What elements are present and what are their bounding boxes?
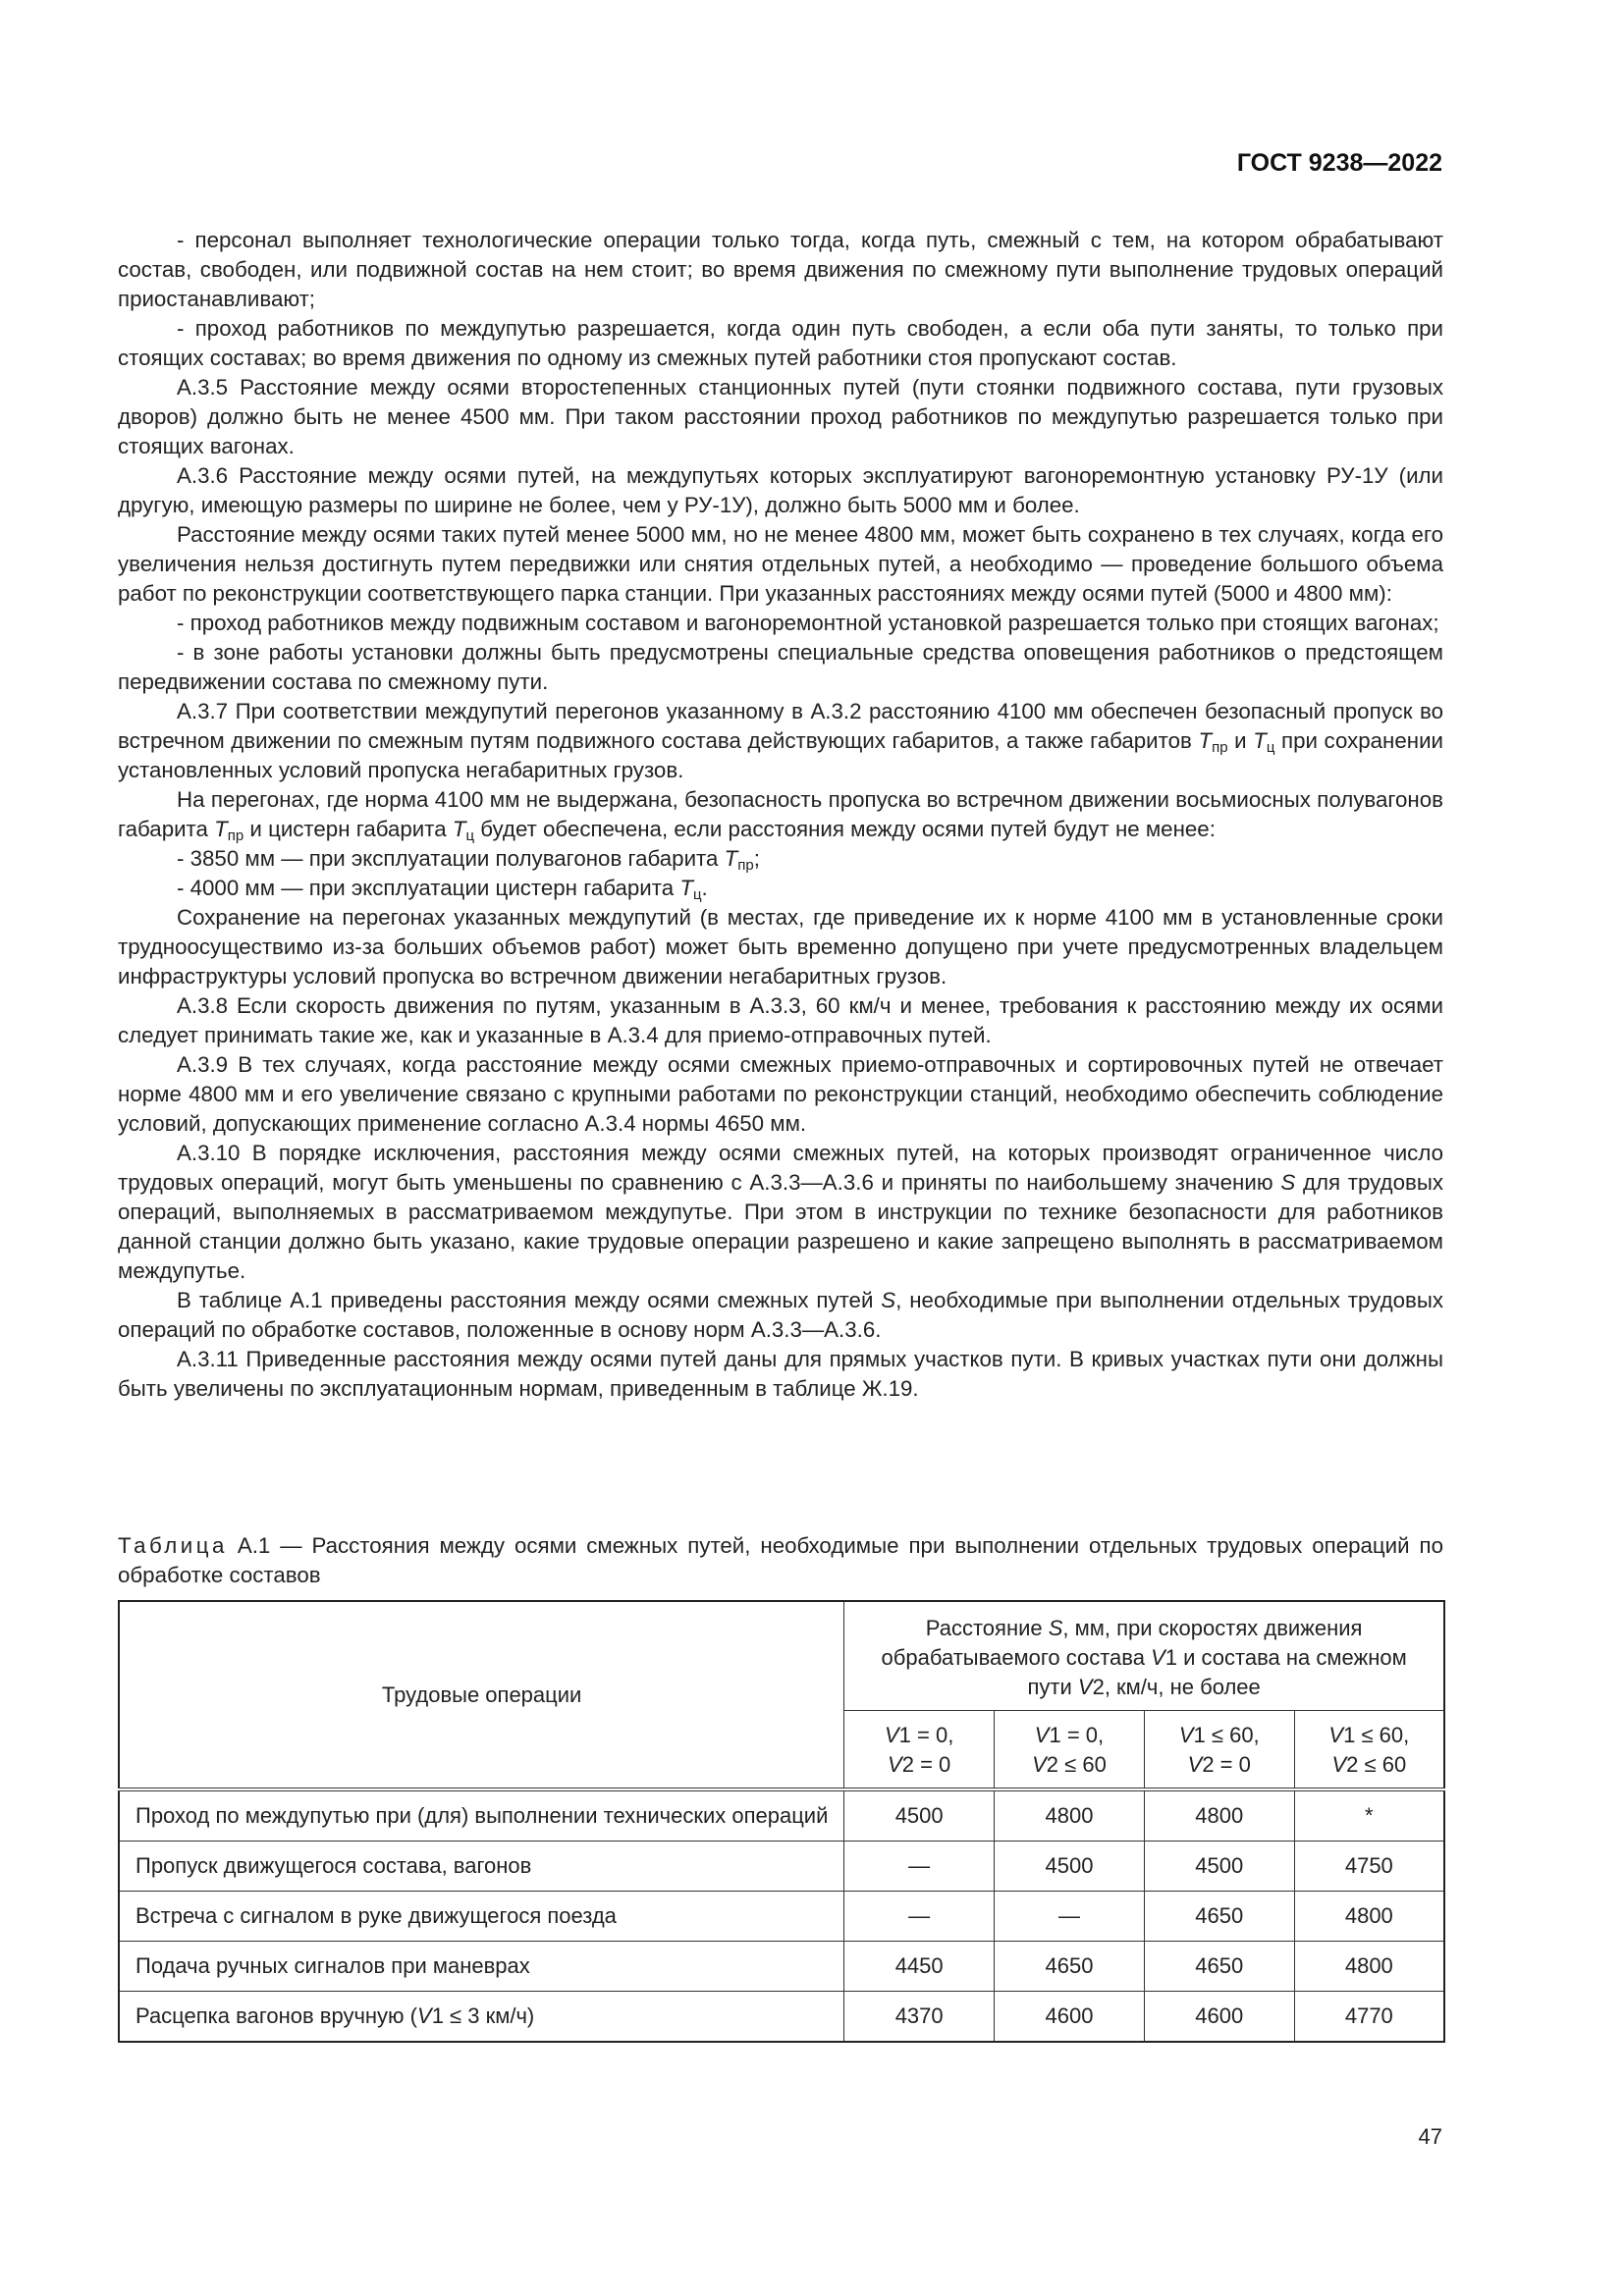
distance-value: 4800 [995, 1789, 1145, 1842]
distance-value: 4370 [844, 1992, 995, 2043]
column-header-speed: V1 ≤ 60, V2 ≤ 60 [1294, 1711, 1444, 1790]
distance-value: 4600 [1144, 1992, 1294, 2043]
paragraph: А.3.7 При соответствии междупутий перегонов указанному в А.3.2 расстоянию 4100 мм обеспечен безопасный пропуск во встречном движении по смежным путям подвижного состава действующих габаритов, а также габаритов $T_{пр}$ и $T_ц$ при сохранении установленных условий пропуска негабаритных грузов. [118, 699, 1443, 782]
operations-table [118, 1600, 1445, 2043]
column-header-distance: Расстояние S, мм, при скоростях движения обрабатываемого состава V1 и состава на смежном пути V2, км/ч, не более [844, 1601, 1444, 1711]
paragraph: В таблице А.1 приведены расстояния между осями смежных путей S, необходимые при выполнении отдельных трудовых операций по обработке составов, положенные в основу норм А.3.3—А.3.6. [118, 1288, 1443, 1342]
operation-name: Подача ручных сигналов при маневрах [119, 1942, 844, 1992]
paragraph: А.3.10 В порядке исключения, расстояния между осями смежных путей, на которых производят ограниченное число трудовых операций, могут быть уменьшены по сравнению с А.3.3—А.3.6 и приняты по наибольшему значению S для трудовых операций, выполняемых в рассматриваемом междупутье. При этом в инструкции по технике безопасности для работников данной станции должно быть указано, какие трудовые операции разрешено и какие запрещено выполнять в рассматриваемом междупутье. [118, 1141, 1443, 1283]
distance-value: 4650 [995, 1942, 1145, 1992]
table-caption [118, 1531, 1443, 1590]
paragraph: - 3850 мм — при эксплуатации полувагонов габарита $T_{пр}$; [177, 846, 760, 874]
table-caption-label: Таблица [118, 1533, 228, 1558]
distance-value: 4500 [1144, 1842, 1294, 1892]
paragraph: А.3.6 Расстояние между осями путей, на междупутьях которых эксплуатируют вагоноремонтную установку РУ-1У (или другую, имеющую размеры по ширине не более, чем у РУ-1У), должно быть 5000 мм и более. [118, 463, 1443, 517]
table-row [119, 1842, 1444, 1892]
operation-name: Встреча с сигналом в руке движущегося поезда [119, 1892, 844, 1942]
distance-value: 4500 [995, 1842, 1145, 1892]
paragraph: А.3.5 Расстояние между осями второстепенных станционных путей (пути стоянки подвижного состава, пути грузовых дворов) должно быть не менее 4500 мм. При таком расстоянии проход работников по междупутью разрешается только при стоящих вагонах. [118, 375, 1443, 458]
paragraph: Расстояние между осями таких путей менее 5000 мм, но не менее 4800 мм, может быть сохранено в тех случаях, когда его увеличения нельзя достигнуть путем передвижки или снятия отдельных путей, а необходимо — проведение большого объема работ по реконструкции соответствующего парка станции. При указанных расстояниях между осями путей (5000 и 4800 мм): [118, 522, 1443, 606]
paragraph: - проход работников по междупутью разрешается, когда один путь свободен, а если оба пути заняты, то только при стоящих составах; во время движения по одному из смежных путей работники стоя пропускают состав. [118, 316, 1443, 370]
standard-code: ГОСТ 9238—2022 [1236, 149, 1442, 177]
paragraph: - 4000 мм — при эксплуатации цистерн габарита $T_ц$. [177, 876, 708, 903]
distance-value: 4750 [1294, 1842, 1444, 1892]
paragraph: Сохранение на перегонах указанных междупутий (в местах, где приведение их к норме 4100 мм в установленные сроки трудноосуществимо из-за больших объемов работ) может быть временно допущено при учете предусмотренных владельцем инфраструктуры условий пропуска во встречном движении негабаритных грузов. [118, 905, 1443, 988]
distance-value: 4650 [1144, 1892, 1294, 1942]
paragraph: - персонал выполняет технологические операции только тогда, когда путь, смежный с тем, на котором обрабатывают состав, свободен, или подвижной состав на нем стоит; во время движения по смежному пути выполнение трудовых операций приостанавливают; [118, 228, 1443, 311]
distance-value: 4770 [1294, 1992, 1444, 2043]
table-row [119, 1942, 1444, 1992]
distance-value: 4500 [844, 1789, 995, 1842]
distance-value: 4800 [1294, 1942, 1444, 1992]
paragraph: А.3.11 Приведенные расстояния между осями путей даны для прямых участков пути. В кривых участках пути они должны быть увеличены по эксплуатационным нормам, приведенным в таблице Ж.19. [118, 1347, 1443, 1401]
table-header-row [119, 1601, 1444, 1711]
operation-name: Пропуск движущегося состава, вагонов [119, 1842, 844, 1892]
page-number: 47 [1418, 2124, 1442, 2149]
distance-value: * [1294, 1789, 1444, 1842]
distance-value: — [844, 1842, 995, 1892]
distance-value: — [844, 1892, 995, 1942]
paragraph: А.3.9 В тех случаях, когда расстояние между осями смежных приемо-отправочных и сортировочных путей не отвечает норме 4800 мм и его увеличение связано с крупными работами по реконструкции станций, необходимо обеспечить соблюдение условий, допускающих применение согласно А.3.4 нормы 4650 мм. [118, 1052, 1443, 1136]
table-row [119, 1789, 1444, 1842]
column-header-speed: V1 = 0, V2 = 0 [844, 1711, 995, 1790]
table-caption-text: А.1 — Расстояния между осями смежных путей, необходимые при выполнении отдельных трудовых операций по обработке составов [118, 1533, 1443, 1587]
paragraph: - проход работников между подвижным составом и вагоноремонтной установкой разрешается только при стоящих вагонах; [177, 611, 1439, 635]
column-header-operations: Трудовые операции [119, 1601, 844, 1789]
paragraph: А.3.8 Если скорость движения по путям, указанным в А.3.3, 60 км/ч и менее, требования к расстоянию между их осями следует принимать такие же, как и указанные в А.3.4 для приемо-отправочных путей. [118, 993, 1443, 1047]
operation-name: Проход по междупутью при (для) выполнении технических операций [119, 1789, 844, 1842]
operation-name: Расцепка вагонов вручную (V1 ≤ 3 км/ч) [119, 1992, 844, 2043]
column-header-speed: V1 ≤ 60, V2 = 0 [1144, 1711, 1294, 1790]
table-row [119, 1992, 1444, 2043]
distance-value: 4800 [1294, 1892, 1444, 1942]
body-text [118, 226, 1443, 1404]
distance-value: 4800 [1144, 1789, 1294, 1842]
distance-value: 4600 [995, 1992, 1145, 2043]
paragraph: На перегонах, где норма 4100 мм не выдержана, безопасность пропуска во встречном движении восьмиосных полувагонов габарита $T_{пр}$ и цистерн габарита $T_ц$ будет обеспечена, если расстояния между осями путей будут не менее: [118, 787, 1443, 844]
table-row [119, 1892, 1444, 1942]
paragraph: - в зоне работы установки должны быть предусмотрены специальные средства оповещения работников о предстоящем передвижении состава по смежному пути. [118, 640, 1443, 694]
distance-value: — [995, 1892, 1145, 1942]
distance-value: 4450 [844, 1942, 995, 1992]
column-header-speed: V1 = 0, V2 ≤ 60 [995, 1711, 1145, 1790]
distance-value: 4650 [1144, 1942, 1294, 1992]
